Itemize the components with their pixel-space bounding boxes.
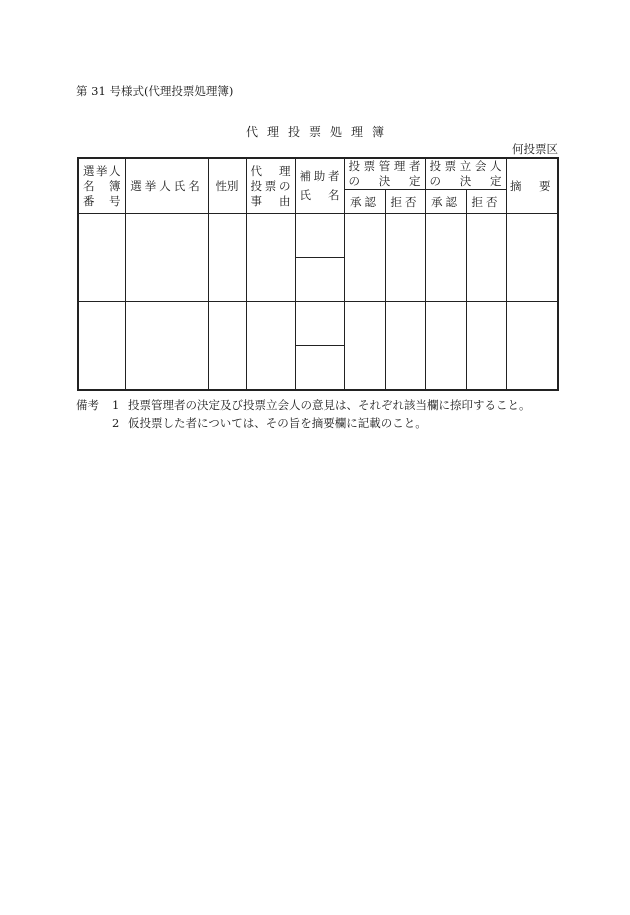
header-witness-line1: 投票立会人	[429, 159, 502, 173]
note-number: 2	[112, 416, 120, 430]
cell-witness-approve	[425, 214, 466, 302]
table-row	[78, 302, 558, 346]
header-voter-number	[78, 158, 125, 214]
header-witness-decision	[425, 158, 506, 190]
cell-remarks	[506, 214, 558, 302]
header-assistant-name	[295, 158, 344, 214]
header-proxy-reason-line2: 投票の	[250, 178, 291, 193]
cell-witness-reject	[466, 214, 506, 302]
cell-manager-approve	[344, 302, 385, 390]
header-manager-line1: 投票管理者	[348, 159, 421, 173]
note-text: 仮投票した者については、その旨を摘要欄に記載のこと。	[128, 416, 427, 430]
header-assistant-line2: 氏 名	[299, 188, 340, 202]
document-title: 代理投票処理簿	[245, 125, 393, 139]
note-number: 1	[112, 398, 120, 412]
cell-voter-number	[78, 214, 125, 302]
cell-remarks	[506, 302, 558, 390]
header-remarks: 摘 要	[506, 158, 558, 214]
header-voter-number-line3: 番 号	[83, 193, 121, 208]
note-item-2	[76, 414, 531, 432]
header-voter-number-line2: 名 簿	[83, 178, 121, 193]
header-proxy-reason	[246, 158, 295, 214]
header-witness-line2: の 決 定	[429, 174, 502, 188]
cell-witness-approve	[425, 302, 466, 390]
cell-manager-approve	[344, 214, 385, 302]
cell-proxy-reason	[246, 214, 295, 302]
cell-proxy-reason	[246, 302, 295, 390]
header-voter-number-line1: 選挙人	[83, 163, 121, 178]
header-gender: 性別	[208, 158, 246, 214]
cell-gender	[208, 302, 246, 390]
cell-assistant-2	[295, 258, 344, 302]
cell-witness-reject	[466, 302, 506, 390]
cell-voter-name	[125, 214, 208, 302]
header-manager-decision	[344, 158, 425, 190]
header-manager-line2: の 決 定	[348, 174, 421, 188]
header-assistant-line1: 補助者	[299, 169, 340, 183]
cell-manager-reject	[385, 214, 425, 302]
cell-voter-name	[125, 302, 208, 390]
district-label: 何投票区	[512, 142, 558, 156]
cell-assistant-1	[295, 214, 344, 258]
header-voter-name: 選挙人氏名	[125, 158, 208, 214]
notes-label: 備考	[76, 398, 99, 412]
proxy-voting-register-table	[77, 157, 559, 391]
cell-assistant-1	[295, 302, 344, 346]
notes-section	[76, 396, 531, 432]
header-witness-approve: 承認	[425, 190, 466, 214]
table-row	[78, 214, 558, 258]
note-text: 投票管理者の決定及び投票立会人の意見は、それぞれ該当欄に捺印すること。	[128, 398, 531, 412]
note-item-1	[76, 396, 531, 414]
header-witness-reject: 拒否	[466, 190, 506, 214]
header-manager-approve: 承認	[344, 190, 385, 214]
cell-voter-number	[78, 302, 125, 390]
header-proxy-reason-line3: 事 由	[250, 193, 291, 208]
cell-assistant-2	[295, 346, 344, 390]
cell-gender	[208, 214, 246, 302]
form-number: 第 31 号様式(代理投票処理簿)	[76, 84, 234, 98]
cell-manager-reject	[385, 302, 425, 390]
header-proxy-reason-line1: 代 理	[250, 163, 291, 178]
header-manager-reject: 拒否	[385, 190, 425, 214]
